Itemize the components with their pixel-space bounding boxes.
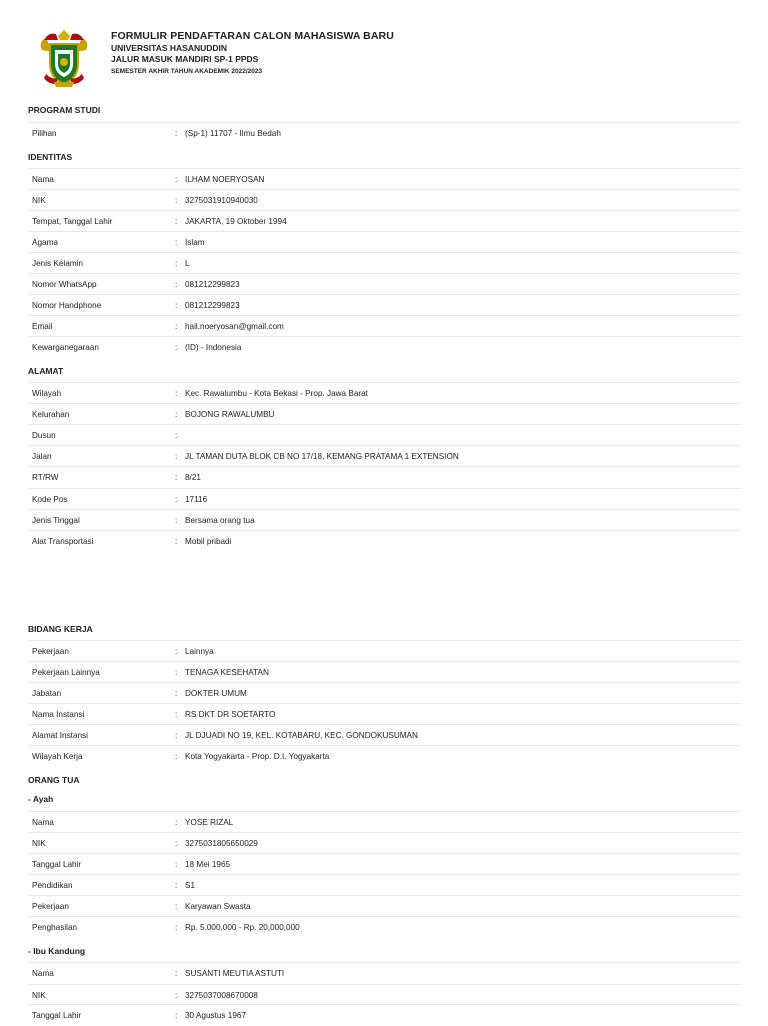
- row-jenis-tinggal: [28, 509, 741, 530]
- row-jalan: [28, 445, 741, 466]
- row-separator: :: [175, 752, 178, 761]
- row-separator: :: [175, 516, 178, 525]
- row-ayah-penghasilan: [28, 916, 741, 937]
- row-separator: :: [175, 410, 178, 419]
- row-separator: :: [175, 280, 178, 289]
- row-label: Jalan: [32, 452, 52, 461]
- row-separator: :: [175, 991, 178, 1000]
- row-value: 3275031805650029: [185, 839, 258, 848]
- row-value: DOKTER UMUM: [185, 689, 247, 698]
- section-title-identitas: IDENTITAS: [28, 152, 73, 162]
- row-label: NIK: [32, 839, 46, 848]
- row-value: JL TAMAN DUTA BLOK CB NO 17/18, KEMANG PRATAMA 1 EXTENSION: [185, 452, 459, 461]
- row-alat-transportasi: [28, 530, 741, 551]
- row-separator: :: [175, 322, 178, 331]
- row-label: Nomor Handphone: [32, 301, 102, 310]
- row-kelurahan: [28, 403, 741, 424]
- row-label: Alat Transportasi: [32, 537, 94, 546]
- row-label: RT/RW: [32, 473, 59, 482]
- header-text: [111, 30, 394, 77]
- row-separator: :: [175, 881, 178, 890]
- row-separator: :: [175, 473, 178, 482]
- row-label: Kewarganegaraan: [32, 343, 99, 352]
- row-value: SUSANTI MEUTIA ASTUTI: [185, 969, 285, 978]
- row-label: Jabatan: [32, 689, 62, 698]
- row-value: ILHAM NOERYOSAN: [185, 175, 265, 184]
- row-separator: :: [175, 839, 178, 848]
- row-separator: :: [175, 537, 178, 546]
- row-label: Nama Instansi: [32, 710, 85, 719]
- row-separator: :: [175, 647, 178, 656]
- row-value: BOJONG RAWALUMBU: [185, 410, 275, 419]
- row-value: Lainnya: [185, 647, 214, 656]
- row-label: Agama: [32, 238, 58, 247]
- row-value: 8/21: [185, 473, 201, 482]
- row-value: Rp. 5,000,000 - Rp. 20,000,000: [185, 923, 300, 932]
- row-label: Pendidikan: [32, 881, 73, 890]
- row-alamat-instansi: [28, 724, 741, 745]
- row-wilayah: [28, 382, 741, 403]
- row-label: Tanggal Lahir: [32, 860, 82, 869]
- row-pekerjaan-lainnya: [28, 661, 741, 682]
- row-value: Kota Yogyakarta - Prop. D.I. Yogyakarta: [185, 752, 330, 761]
- row-label: NIK: [32, 196, 46, 205]
- row-separator: :: [175, 217, 178, 226]
- row-value: Bersama orang tua: [185, 516, 255, 525]
- row-tempat-tanggal-lahir: [28, 210, 741, 231]
- row-nama-instansi: [28, 703, 741, 724]
- row-value: hail.noeryosan@gmail.com: [185, 322, 284, 331]
- row-value: 30 Agustus 1967: [185, 1011, 247, 1020]
- row-label: Nomor WhatsApp: [32, 280, 97, 289]
- row-ayah-nik: [28, 832, 741, 853]
- row-label: Nama: [32, 175, 54, 184]
- row-ibu-nama: [28, 962, 741, 983]
- row-value: Islam: [185, 238, 205, 247]
- row-ibu-nik: [28, 984, 741, 1005]
- section-title-alamat: ALAMAT: [28, 366, 64, 376]
- row-value: 081212299823: [185, 280, 240, 289]
- row-separator: :: [175, 668, 178, 677]
- row-label: Tempat, Tanggal Lahir: [32, 217, 113, 226]
- row-wilayah-kerja: [28, 745, 741, 766]
- row-label: Wilayah: [32, 389, 62, 398]
- form-title: FORMULIR PENDAFTARAN CALON MAHASISWA BARU: [111, 30, 394, 42]
- row-label: Tanggal Lahir: [32, 1011, 82, 1020]
- emblem-icon: [38, 28, 90, 88]
- subsection-title-ayah: - Ayah: [28, 794, 54, 804]
- admission-track: JALUR MASUK MANDIRI SP-1 PPDS: [111, 54, 259, 64]
- row-value: 18 Mei 1965: [185, 860, 231, 869]
- row-ayah-nama: [28, 811, 741, 832]
- row-nama: [28, 168, 741, 189]
- row-kewarganegaraan: [28, 336, 741, 357]
- row-label: Nama: [32, 818, 54, 827]
- section-title-program-studi: PROGRAM STUDI: [28, 105, 101, 115]
- row-label: Dusun: [32, 431, 56, 440]
- row-value: Mobil pribadi: [185, 537, 232, 546]
- row-separator: :: [175, 860, 178, 869]
- row-value: JAKARTA, 19 Oktober 1994: [185, 217, 287, 226]
- row-value: Karyawan Swasta: [185, 902, 251, 911]
- row-ayah-tanggal-lahir: [28, 853, 741, 874]
- row-separator: :: [175, 731, 178, 740]
- row-value: 17116: [185, 495, 208, 504]
- university-logo-emblem: [38, 28, 90, 88]
- row-separator: :: [175, 689, 178, 698]
- row-label: Pekerjaan Lainnya: [32, 668, 100, 677]
- row-nik: [28, 189, 741, 210]
- row-pekerjaan: [28, 640, 741, 661]
- row-value: 3275031910940030: [185, 196, 258, 205]
- row-ibu-tanggal-lahir: [28, 1004, 741, 1025]
- row-value: YOSE RIZAL: [185, 818, 234, 827]
- row-value: S1: [185, 881, 196, 890]
- row-separator: :: [175, 495, 178, 504]
- row-ayah-pekerjaan: [28, 895, 741, 916]
- row-nomor-handphone: [28, 294, 741, 315]
- row-separator: :: [175, 818, 178, 827]
- row-jenis-kelamin: [28, 252, 741, 273]
- row-agama: [28, 231, 741, 252]
- row-value: RS DKT DR SOETARTO: [185, 710, 276, 719]
- row-label: Nama: [32, 969, 54, 978]
- row-label: NIK: [32, 991, 46, 1000]
- row-value: 3275037008670008: [185, 991, 258, 1000]
- row-label: Pekerjaan: [32, 647, 69, 656]
- row-separator: :: [175, 969, 178, 978]
- row-separator: :: [175, 301, 178, 310]
- row-label: Jenis Tinggal: [32, 516, 80, 525]
- academic-semester: SEMESTER AKHIR TAHUN AKADEMIK 2022/2023: [111, 68, 263, 75]
- section-title-orang-tua: ORANG TUA: [28, 775, 80, 785]
- form-header: [0, 0, 768, 100]
- row-value: L: [185, 259, 190, 268]
- row-separator: :: [175, 431, 178, 440]
- row-separator: :: [175, 452, 178, 461]
- row-separator: :: [175, 129, 178, 138]
- row-dusun: [28, 424, 741, 445]
- row-label: Alamat Instansi: [32, 731, 88, 740]
- section-title-bidang-kerja: BIDANG KERJA: [28, 624, 93, 634]
- row-value: Kec. Rawalumbu - Kota Bekasi - Prop. Jawa Barat: [185, 389, 368, 398]
- row-separator: :: [175, 238, 178, 247]
- row-label: Penghasilan: [32, 923, 78, 932]
- row-label: Pilihan: [32, 129, 57, 138]
- row-value: 081212299823: [185, 301, 240, 310]
- row-separator: :: [175, 196, 178, 205]
- row-kode-pos: [28, 488, 741, 509]
- row-separator: :: [175, 923, 178, 932]
- row-label: Kode Pos: [32, 495, 68, 504]
- university-name: UNIVERSITAS HASANUDDIN: [111, 43, 228, 53]
- row-separator: :: [175, 389, 178, 398]
- row-ayah-pendidikan: [28, 874, 741, 895]
- row-label: Kelurahan: [32, 410, 70, 419]
- row-value: (Sp-1) 11707 - Ilmu Bedah: [185, 129, 281, 138]
- subsection-title-ibu-kandung: - Ibu Kandung: [28, 946, 86, 956]
- row-value: JL DJUADI NO 19, KEL. KOTABARU, KEC. GONDOKUSUMAN: [185, 731, 418, 740]
- row-label: Pekerjaan: [32, 902, 69, 911]
- row-value: (ID) - Indonesia: [185, 343, 242, 352]
- row-label: Wilayah Kerja: [32, 752, 83, 761]
- row-separator: :: [175, 1011, 178, 1020]
- row-nomor-whatsapp: [28, 273, 741, 294]
- row-value: TENAGA KESEHATAN: [185, 668, 269, 677]
- row-email: [28, 315, 741, 336]
- row-rt-rw: [28, 466, 741, 487]
- row-pilihan: [28, 122, 741, 143]
- row-separator: :: [175, 259, 178, 268]
- row-jabatan: [28, 682, 741, 703]
- row-label: Email: [32, 322, 53, 331]
- row-separator: :: [175, 175, 178, 184]
- row-separator: :: [175, 343, 178, 352]
- row-label: Jenis Kelamin: [32, 259, 83, 268]
- row-separator: :: [175, 710, 178, 719]
- row-separator: :: [175, 902, 178, 911]
